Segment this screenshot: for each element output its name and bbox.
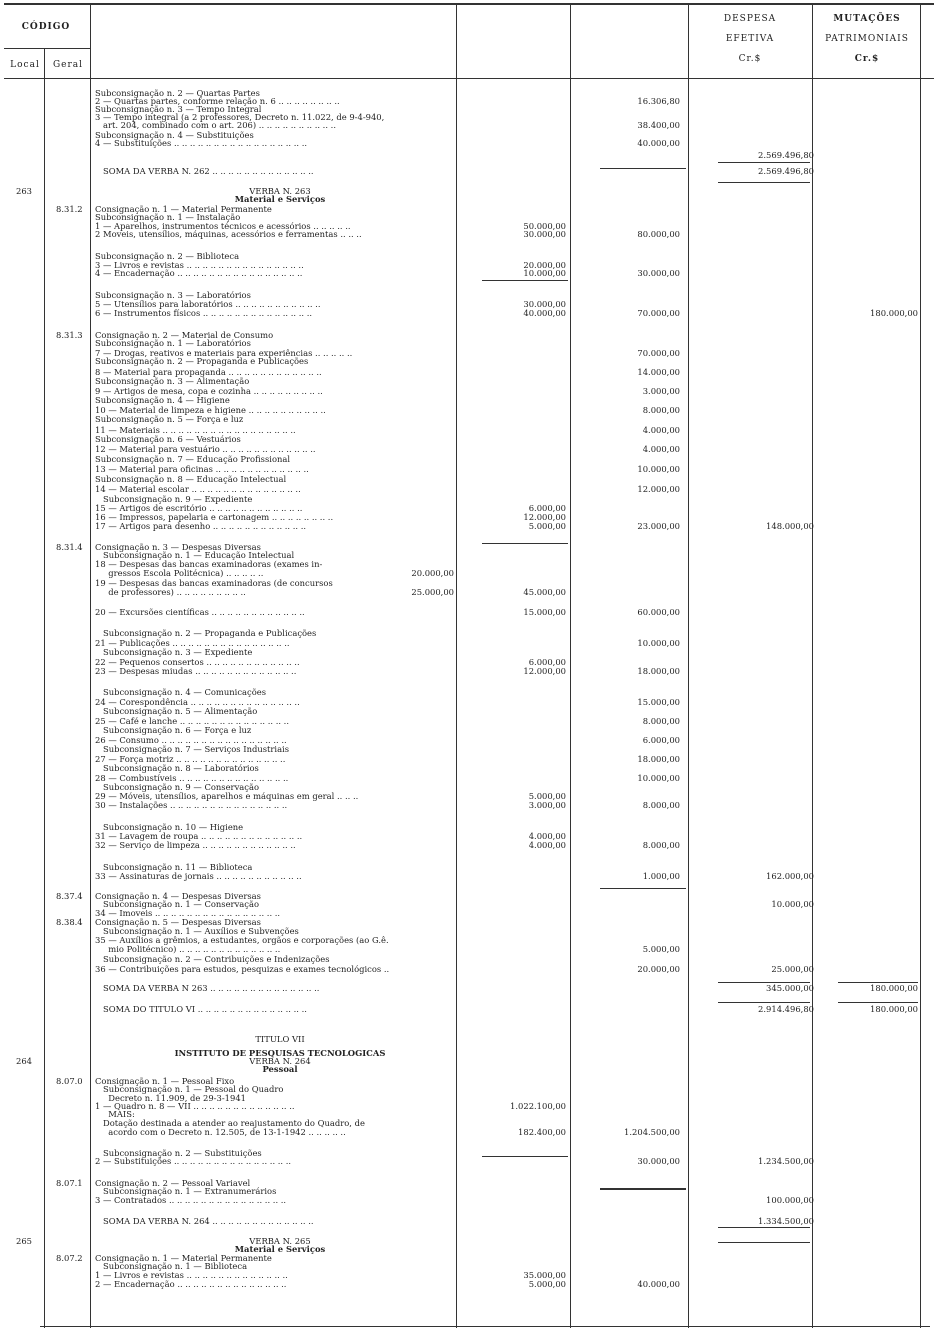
description: 4 — Substituições .. .. .. .. .. .. .. .. .. .. .. .. .. .. .. .. .. [95, 138, 308, 148]
description: 14 — Material escolar .. .. .. .. .. .. .. .. .. .. .. .. .. .. [95, 484, 301, 494]
partial-value: 45.000,00 [523, 587, 566, 597]
table-row [0, 1004, 938, 1014]
subtotal-value: 10.000,00 [637, 464, 680, 474]
description: 5 — Utensílios para laboratórios .. .. .. .. .. .. .. .. .. .. .. [95, 299, 321, 309]
table-row [0, 464, 938, 474]
subtotal-value: 38.400,00 [637, 120, 680, 130]
description: Consignação n. 1 — Material Permanente [95, 1253, 272, 1263]
table-row [0, 964, 938, 974]
table-row [0, 687, 938, 697]
subtotal-value: 40.000,00 [637, 1279, 680, 1289]
partial-value: 4.000,00 [528, 831, 566, 841]
subtotal-rule [718, 182, 810, 183]
description: Subconsignação n. 9 — Expediente [95, 494, 253, 504]
partial-value: 5.000,00 [528, 1279, 566, 1289]
partial-value: 6.000,00 [528, 503, 566, 513]
description: 6 — Instrumentos físicos .. .. .. .. .. .. .. .. .. .. .. .. .. .. [95, 308, 313, 318]
description: 31 — Lavagem de roupa .. .. .. .. .. .. .. .. .. .. .. .. .. [95, 831, 303, 841]
subtotal-rule [600, 888, 686, 889]
table-row [0, 521, 938, 531]
description: TITULO VII [255, 1034, 305, 1044]
description: Subconsignação n. 2 — Substituições [95, 1148, 262, 1158]
table-row [0, 607, 938, 617]
table-row [0, 356, 938, 366]
description: Subconsignação n. 7 — Educação Profissional [95, 454, 291, 464]
header-codigo: CÓDIGO [21, 22, 71, 32]
table-row [0, 150, 938, 160]
description: Consignação n. 1 — Material Permanente [95, 204, 272, 214]
description: Subconsignação n. 1 — Instalação [95, 212, 241, 222]
description: Consignação n. 5 — Despesas Diversas [95, 917, 261, 927]
header-mutacoes-unit: Cr.$ [854, 54, 880, 64]
description: 32 — Serviço de limpeza .. .. .. .. .. .. .. .. .. .. .. .. [95, 840, 296, 850]
table-row [0, 954, 938, 964]
description: Subconsignação n. 3 — Alimentação [95, 376, 250, 386]
description: Subconsignação n. 3 — Expediente [95, 647, 253, 657]
description: Pessoal [262, 1064, 298, 1074]
subtotal-value: 18.000,00 [637, 666, 680, 676]
description: Subconsignação n. 3 — Laboratórios [95, 290, 251, 300]
bottom-border [40, 1326, 930, 1327]
subtotal-rule [838, 982, 918, 983]
description: Subconsignação n. 6 — Força e luz [95, 725, 252, 735]
description: Subconsignação n. 1 — Laboratórios [95, 338, 251, 348]
description: 1 — Aparelhos, instrumentos técnicos e acessórios .. .. .. .. .. [95, 221, 351, 231]
code-local: 264 [16, 1056, 32, 1066]
top-border [4, 3, 934, 5]
table-row [0, 434, 938, 444]
table-row [0, 444, 938, 454]
subtotal-rule [482, 543, 568, 544]
table-row [0, 194, 938, 204]
code-geral: 8.07.2 [56, 1253, 83, 1263]
subtotal-value: 70.000,00 [637, 348, 680, 358]
table-row [0, 229, 938, 239]
header-patrimoniais: PATRIMONIAIS [825, 34, 909, 44]
subtotal-value: 8.000,00 [642, 840, 680, 850]
inner-value: 25.000,00 [411, 587, 454, 597]
description: 12 — Material para vestuário .. .. .. .. .. .. .. .. .. .. .. .. [95, 444, 316, 454]
header-mutacoes: MUTAÇÕES [833, 14, 901, 24]
subtotal-rule [718, 1227, 810, 1228]
description: acordo com o Decreto n. 12.505, de 13-1-1942 .. .. .. .. .. [95, 1127, 346, 1137]
description: Subconsignação n. 2 — Propaganda e Publicações [95, 628, 317, 638]
table-row [0, 1034, 938, 1044]
description: Consignação n. 2 — Material de Consumo [95, 330, 274, 340]
subtotal-value: 12.000,00 [637, 484, 680, 494]
description: MAIS: [95, 1109, 135, 1119]
description: 18 — Despesas das bancas examinadoras (exames in- [95, 559, 323, 569]
mutacoes-value: 180.000,00 [870, 1004, 918, 1014]
description: 4 — Encadernação .. .. .. .. .. .. .. .. .. .. .. .. .. .. .. .. [95, 268, 303, 278]
description: Subconsignação n. 9 — Conservação [95, 782, 260, 792]
partial-value: 30.000,00 [523, 229, 566, 239]
partial-value: 40.000,00 [523, 308, 566, 318]
description: 24 — Corespondência .. .. .. .. .. .. .. .. .. .. .. .. .. .. [95, 697, 300, 707]
header-bottom-border [4, 78, 934, 79]
subtotal-value: 15.000,00 [637, 697, 680, 707]
description: 30 — Instalações .. .. .. .. .. .. .. .. .. .. .. .. .. .. .. [95, 800, 288, 810]
description: Subconsignação n. 4 — Comunicações [95, 687, 266, 697]
table-row [0, 1279, 938, 1289]
table-row [0, 1156, 938, 1166]
code-geral: 8.31.4 [56, 542, 83, 552]
header-geral: Geral [52, 60, 84, 70]
subtotal-rule [482, 1156, 568, 1157]
description: 34 — Imoveis .. .. .. .. .. .. .. .. .. .. .. .. .. .. .. .. [95, 908, 281, 918]
subtotal-value: 14.000,00 [637, 367, 680, 377]
table-row [0, 800, 938, 810]
description: VERBA N. 264 [249, 1056, 311, 1066]
despesa-efetiva-value: 1.334.500,00 [758, 1216, 814, 1226]
header-despesa: DESPESA [723, 14, 777, 24]
description: Consignação n. 4 — Despesas Diversas [95, 891, 261, 901]
table-row [0, 414, 938, 424]
subtotal-value: 30.000,00 [637, 1156, 680, 1166]
code-local: 263 [16, 186, 32, 196]
despesa-efetiva-value: 25.000,00 [771, 964, 814, 974]
table-row [0, 983, 938, 993]
description: Subconsignação n. 7 — Serviços Industriais [95, 744, 290, 754]
partial-value: 4.000,00 [528, 840, 566, 850]
code-geral: 8.31.3 [56, 330, 83, 340]
description: 2 — Substituições .. .. .. .. .. .. .. .. .. .. .. .. .. .. .. [95, 1156, 292, 1166]
description: 3 — Tempo integral (a 2 professores, Decreto n. 11.022, de 9-4-940, [95, 112, 385, 122]
table-row [0, 1216, 938, 1226]
table-row [0, 628, 938, 638]
mutacoes-value: 180.000,00 [870, 308, 918, 318]
description: de professores) .. .. .. .. .. .. .. .. .. [95, 587, 246, 597]
description: 28 — Combustíveis .. .. .. .. .. .. .. .. .. .. .. .. .. .. [95, 773, 289, 783]
table-row [0, 1064, 938, 1074]
description: Subconsignação n. 2 — Quartas Partes [95, 88, 260, 98]
table-row [0, 587, 938, 597]
despesa-efetiva-value: 345.000,00 [766, 983, 814, 993]
subtotal-value: 30.000,00 [637, 268, 680, 278]
subtotal-rule [482, 280, 568, 281]
partial-value: 30.000,00 [523, 299, 566, 309]
description: 3 — Contratados .. .. .. .. .. .. .. .. .. .. .. .. .. .. .. [95, 1195, 287, 1205]
table-row [0, 706, 938, 716]
description: Subconsignação n. 5 — Força e luz [95, 414, 244, 424]
description: 7 — Drogas, reativos e materiais para experiências .. .. .. .. .. [95, 348, 353, 358]
table-row [0, 840, 938, 850]
description: 26 — Consumo .. .. .. .. .. .. .. .. .. .. .. .. .. .. .. .. [95, 735, 287, 745]
description: Subconsignação n. 1 — Pessoal do Quadro [95, 1084, 284, 1094]
subtotal-value: 3.000,00 [642, 386, 680, 396]
table-row [0, 647, 938, 657]
subtotal-rule [718, 162, 810, 163]
description: 1 — Livros e revistas .. .. .. .. .. .. .. .. .. .. .. .. .. [95, 1270, 288, 1280]
header-local: Local [10, 60, 40, 70]
description: Subconsignação n. 8 — Educação Intelectual [95, 474, 287, 484]
description: Subconsignação n. 1 — Biblioteca [95, 1261, 248, 1271]
partial-value: 50.000,00 [523, 221, 566, 231]
partial-value: 5.000,00 [528, 791, 566, 801]
partial-value: 10.000,00 [523, 268, 566, 278]
header-despesa-unit: Cr.$ [738, 54, 762, 64]
subtotal-value: 10.000,00 [637, 638, 680, 648]
description: 11 — Materiais .. .. .. .. .. .. .. .. .. .. .. .. .. .. .. .. .. [95, 425, 296, 435]
description: art. 204, combinado com o art. 206) .. .. .. .. .. .. .. .. .. .. [95, 120, 336, 130]
codigo-divider [4, 48, 90, 49]
subtotal-value: 80.000,00 [637, 229, 680, 239]
description: Subconsignação n. 6 — Vestuários [95, 434, 241, 444]
header-efetiva: EFETIVA [725, 34, 775, 44]
subtotal-rule [838, 1002, 918, 1003]
description: Subconsignação n. 1 — Conservação [95, 899, 260, 909]
description: 36 — Contribuições para estudos, pesquizas e exames tecnológicos .. [95, 964, 390, 974]
subtotal-value: 8.000,00 [642, 716, 680, 726]
table-row [0, 268, 938, 278]
table-row [0, 474, 938, 484]
subtotal-value: 8.000,00 [642, 800, 680, 810]
partial-value: 6.000,00 [528, 657, 566, 667]
code-geral: 8.37.4 [56, 891, 83, 901]
description: VERBA N. 263 [249, 186, 311, 196]
description: 35 — Auxílios a grêmios, a estudantes, orgãos e corporações (ao G.ê. [95, 935, 389, 945]
partial-value: 12.000,00 [523, 512, 566, 522]
description: gressos Escola Politécnica) .. .. .. .. .. [95, 568, 264, 578]
description: INSTITUTO DE PESQUISAS TECNOLOGICAS [174, 1048, 386, 1058]
description: Subconsignação n. 4 — Higiene [95, 395, 230, 405]
table-row [0, 725, 938, 735]
code-geral: 8.07.0 [56, 1076, 83, 1086]
table-row [0, 484, 938, 494]
inner-value: 20.000,00 [411, 568, 454, 578]
despesa-efetiva-value: 1.234.500,00 [758, 1156, 814, 1166]
subtotal-rule [600, 1188, 686, 1190]
description: Subconsignação n. 10 — Higiene [95, 822, 244, 832]
partial-value: 15.000,00 [523, 607, 566, 617]
description: 3 — Livros e revistas .. .. .. .. .. .. .. .. .. .. .. .. .. .. .. [95, 260, 304, 270]
description: 8 — Material para propaganda .. .. .. .. .. .. .. .. .. .. .. .. [95, 367, 322, 377]
despesa-efetiva-value: 2.569.496,80 [758, 166, 814, 176]
description: 22 — Pequenos consertos .. .. .. .. .. .. .. .. .. .. .. .. [95, 657, 300, 667]
table-row [0, 308, 938, 318]
table-row [0, 944, 938, 954]
partial-value: 182.400,00 [518, 1127, 566, 1137]
table-row [0, 454, 938, 464]
description: Material e Serviços [234, 1244, 326, 1254]
description: SOMA DA VERBA N. 262 .. .. .. .. .. .. .. .. .. .. .. .. .. [95, 166, 314, 176]
table-row [0, 120, 938, 130]
subtotal-value: 70.000,00 [637, 308, 680, 318]
partial-value: 12.000,00 [523, 666, 566, 676]
table-row [0, 1195, 938, 1205]
code-local: 265 [16, 1236, 32, 1246]
description: Decreto n. 11.909, de 29-3-1941 [95, 1093, 246, 1103]
despesa-efetiva-value: 162.000,00 [766, 871, 814, 881]
subtotal-value: 8.000,00 [642, 405, 680, 415]
description: SOMA DA VERBA N 263 .. .. .. .. .. .. .. .. .. .. .. .. .. .. [95, 983, 320, 993]
description: SOMA DO TITULO VI .. .. .. .. .. .. .. .. .. .. .. .. .. .. [95, 1004, 307, 1014]
description: 25 — Café e lanche .. .. .. .. .. .. .. .. .. .. .. .. .. .. [95, 716, 290, 726]
partial-value: 3.000,00 [528, 800, 566, 810]
description: 33 — Assinaturas de jornais .. .. .. .. .. .. .. .. .. .. .. [95, 871, 302, 881]
description: 20 — Excursões científicas .. .. .. .. .. .. .. .. .. .. .. .. [95, 607, 305, 617]
description: 2 Moveis, utensílios, máquinas, acessórios e ferramentas .. .. .. [95, 229, 362, 239]
table-row [0, 338, 938, 348]
description: Consignação n. 3 — Despesas Diversas [95, 542, 261, 552]
description: Material e Serviços [234, 194, 326, 204]
subtotal-rule [718, 1242, 810, 1243]
subtotal-value: 4.000,00 [642, 425, 680, 435]
table-row [0, 568, 938, 578]
despesa-efetiva-value: 10.000,00 [771, 899, 814, 909]
partial-value: 1.022.100,00 [510, 1101, 566, 1111]
mutacoes-value: 180.000,00 [870, 983, 918, 993]
partial-value: 20.000,00 [523, 260, 566, 270]
subtotal-value: 5.000,00 [642, 944, 680, 954]
despesa-efetiva-value: 148.000,00 [766, 521, 814, 531]
table-row [0, 744, 938, 754]
subtotal-value: 16.306,80 [637, 96, 680, 106]
subtotal-value: 60.000,00 [637, 607, 680, 617]
description: Subconsignação n. 1 — Extranumerários [95, 1186, 277, 1196]
subtotal-value: 40.000,00 [637, 138, 680, 148]
description: 15 — Artigos de escritório .. .. .. .. .. .. .. .. .. .. .. .. [95, 503, 303, 513]
description: Consignação n. 1 — Pessoal Fixo [95, 1076, 235, 1086]
description: Consignação n. 2 — Pessoal Variavel [95, 1178, 251, 1188]
partial-value: 35.000,00 [523, 1270, 566, 1280]
description: Subconsignação n. 5 — Alimentação [95, 706, 258, 716]
code-geral: 8.31.2 [56, 204, 83, 214]
subtotal-value: 18.000,00 [637, 754, 680, 764]
despesa-efetiva-value: 100.000,00 [766, 1195, 814, 1205]
description: VERBA N. 265 [249, 1236, 311, 1246]
description: 9 — Artigos de mesa, copa e cozinha .. .. .. .. .. .. .. .. .. [95, 386, 323, 396]
description: Subconsignação n. 1 — Auxílios e Subvenções [95, 926, 299, 936]
description: mio Politécnico) .. .. .. .. .. .. .. .. .. .. .. .. .. [95, 944, 281, 954]
table-row [0, 166, 938, 176]
subtotal-value: 1.000,00 [642, 871, 680, 881]
description: Subconsignação n. 2 — Biblioteca [95, 251, 240, 261]
table-row [0, 666, 938, 676]
description: 10 — Material de limpeza e higiene .. .. .. .. .. .. .. .. .. .. [95, 405, 326, 415]
table-row [0, 138, 938, 148]
description: 13 — Material para oficinas .. .. .. .. .. .. .. .. .. .. .. .. [95, 464, 309, 474]
subtotal-value: 1.204.500,00 [624, 1127, 680, 1137]
subtotal-value: 6.000,00 [642, 735, 680, 745]
despesa-efetiva-value: 2.914.496,80 [758, 1004, 814, 1014]
description: Subconsignação n. 1 — Educação Intelectual [95, 550, 295, 560]
partial-value: 5.000,00 [528, 521, 566, 531]
description: SOMA DA VERBA N. 264 .. .. .. .. .. .. .. .. .. .. .. .. .. [95, 1216, 314, 1226]
despesa-efetiva-value: 2.569.496,80 [758, 150, 814, 160]
description: 1 — Quadro n. 8 — VII .. .. .. .. .. .. .. .. .. .. .. .. .. [95, 1101, 295, 1111]
table-row [0, 1127, 938, 1137]
description: 27 — Força motriz .. .. .. .. .. .. .. .. .. .. .. .. .. .. [95, 754, 286, 764]
subtotal-value: 10.000,00 [637, 773, 680, 783]
subtotal-value: 4.000,00 [642, 444, 680, 454]
table-row [0, 871, 938, 881]
subtotal-value: 23.000,00 [637, 521, 680, 531]
description: 2 — Quartas partes, conforme relação n. 6 .. .. .. .. .. .. .. .. [95, 96, 340, 106]
description: 21 — Publicações .. .. .. .. .. .. .. .. .. .. .. .. .. .. .. [95, 638, 290, 648]
subtotal-rule [718, 1002, 810, 1003]
description: Subconsignação n. 11 — Biblioteca [95, 862, 253, 872]
subtotal-rule [718, 982, 810, 983]
description: Dotação destinada a atender ao reajustamento do Quadro, de [95, 1118, 365, 1128]
description: Subconsignação n. 2 — Propaganda e Publicações [95, 356, 309, 366]
description: 16 — Impressos, papelaria e cartonagem .. .. .. .. .. .. .. .. [95, 512, 334, 522]
code-geral: 8.07.1 [56, 1178, 83, 1188]
subtotal-value: 20.000,00 [637, 964, 680, 974]
code-geral: 8.38.4 [56, 917, 83, 927]
subtotal-rule [600, 168, 686, 169]
description: 2 — Encadernação .. .. .. .. .. .. .. .. .. .. .. .. .. .. [95, 1279, 287, 1289]
description: Subconsignação n. 4 — Substituições [95, 130, 254, 140]
table-row [0, 376, 938, 386]
description: 29 — Móveis, utensílios, aparelhos e máquinas em geral .. .. .. [95, 791, 359, 801]
description: Subconsignação n. 8 — Laboratórios [95, 763, 259, 773]
description: Subconsignação n. 3 — Tempo Integral [95, 104, 262, 114]
table-row [0, 395, 938, 405]
table-row [0, 763, 938, 773]
description: 17 — Artigos para desenho .. .. .. .. .. .. .. .. .. .. .. .. [95, 521, 307, 531]
description: 19 — Despesas das bancas examinadoras (de concursos [95, 578, 333, 588]
description: Subconsignação n. 2 — Contribuições e Indenizações [95, 954, 330, 964]
description: 23 — Despesas miudas .. .. .. .. .. .. .. .. .. .. .. .. .. [95, 666, 297, 676]
